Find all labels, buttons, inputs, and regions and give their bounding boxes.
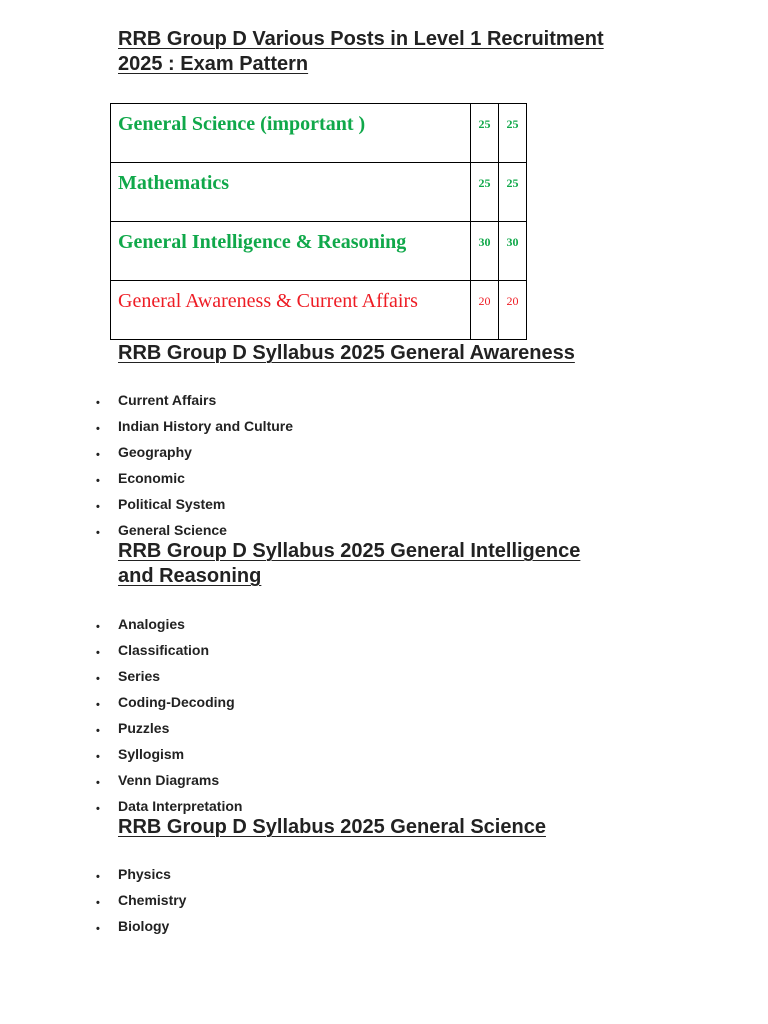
list-item-label: Analogies (118, 616, 185, 632)
bullet-icon: • (96, 923, 100, 935)
exam-pattern-table (110, 103, 527, 340)
list-item-label: Coding-Decoding (118, 694, 235, 710)
exam-pattern-title-line1: RRB Group D Various Posts in Level 1 Recruitment (118, 28, 604, 50)
exam-pattern-title-line2: 2025 : Exam Pattern (118, 53, 309, 75)
list-item-label: Current Affairs (118, 392, 217, 408)
bullet-icon: • (96, 777, 100, 789)
list-item-label: Physics (118, 866, 171, 882)
reasoning-title-line1: RRB Group D Syllabus 2025 General Intelligence (118, 540, 581, 562)
exam-pattern-title (118, 27, 604, 77)
table-row (111, 222, 527, 281)
bullet-icon: • (96, 751, 100, 763)
bullet-icon: • (96, 647, 100, 659)
table-row (111, 104, 527, 163)
bullet-icon: • (96, 871, 100, 883)
subject-cell: General Awareness & Current Affairs (111, 281, 471, 340)
questions-cell: 20 (471, 281, 499, 340)
list-item-label: Economic (118, 470, 185, 486)
marks-cell: 20 (499, 281, 527, 340)
list-item-label: Biology (118, 918, 170, 934)
marks-cell: 25 (499, 163, 527, 222)
bullet-icon: • (96, 699, 100, 711)
list-item-label: General Science (118, 522, 227, 538)
general-science-title: RRB Group D Syllabus 2025 General Science (118, 816, 546, 838)
list-item-label: Puzzles (118, 720, 170, 736)
list-item-label: Series (118, 668, 161, 684)
bullet-icon: • (96, 803, 100, 815)
marks-cell: 30 (499, 222, 527, 281)
list-item-label: Chemistry (118, 892, 187, 908)
bullet-icon: • (96, 621, 100, 633)
reasoning-title (118, 539, 580, 589)
list-item-label: Data Interpretation (118, 798, 243, 814)
list-item-label: Geography (118, 444, 192, 460)
table-row (111, 281, 527, 340)
bullet-icon: • (96, 475, 100, 487)
table-row (111, 163, 527, 222)
questions-cell: 30 (471, 222, 499, 281)
bullet-icon: • (96, 397, 100, 409)
subject-cell: General Intelligence & Reasoning (111, 222, 471, 281)
bullet-icon: • (96, 423, 100, 435)
bullet-icon: • (96, 897, 100, 909)
questions-cell: 25 (471, 104, 499, 163)
reasoning-title-line2: and Reasoning (118, 565, 262, 587)
subject-cell: Mathematics (111, 163, 471, 222)
list-item-label: Syllogism (118, 746, 185, 762)
bullet-icon: • (96, 449, 100, 461)
list-item-label: Political System (118, 496, 226, 512)
list-item-label: Classification (118, 642, 210, 658)
subject-cell: General Science (important ) (111, 104, 471, 163)
bullet-icon: • (96, 673, 100, 685)
questions-cell: 25 (471, 163, 499, 222)
list-item-label: Venn Diagrams (118, 772, 220, 788)
list-item-label: Indian History and Culture (118, 418, 294, 434)
bullet-icon: • (96, 725, 100, 737)
general-awareness-title: RRB Group D Syllabus 2025 General Awareness (118, 342, 575, 364)
marks-cell: 25 (499, 104, 527, 163)
bullet-icon: • (96, 527, 100, 539)
bullet-icon: • (96, 501, 100, 513)
